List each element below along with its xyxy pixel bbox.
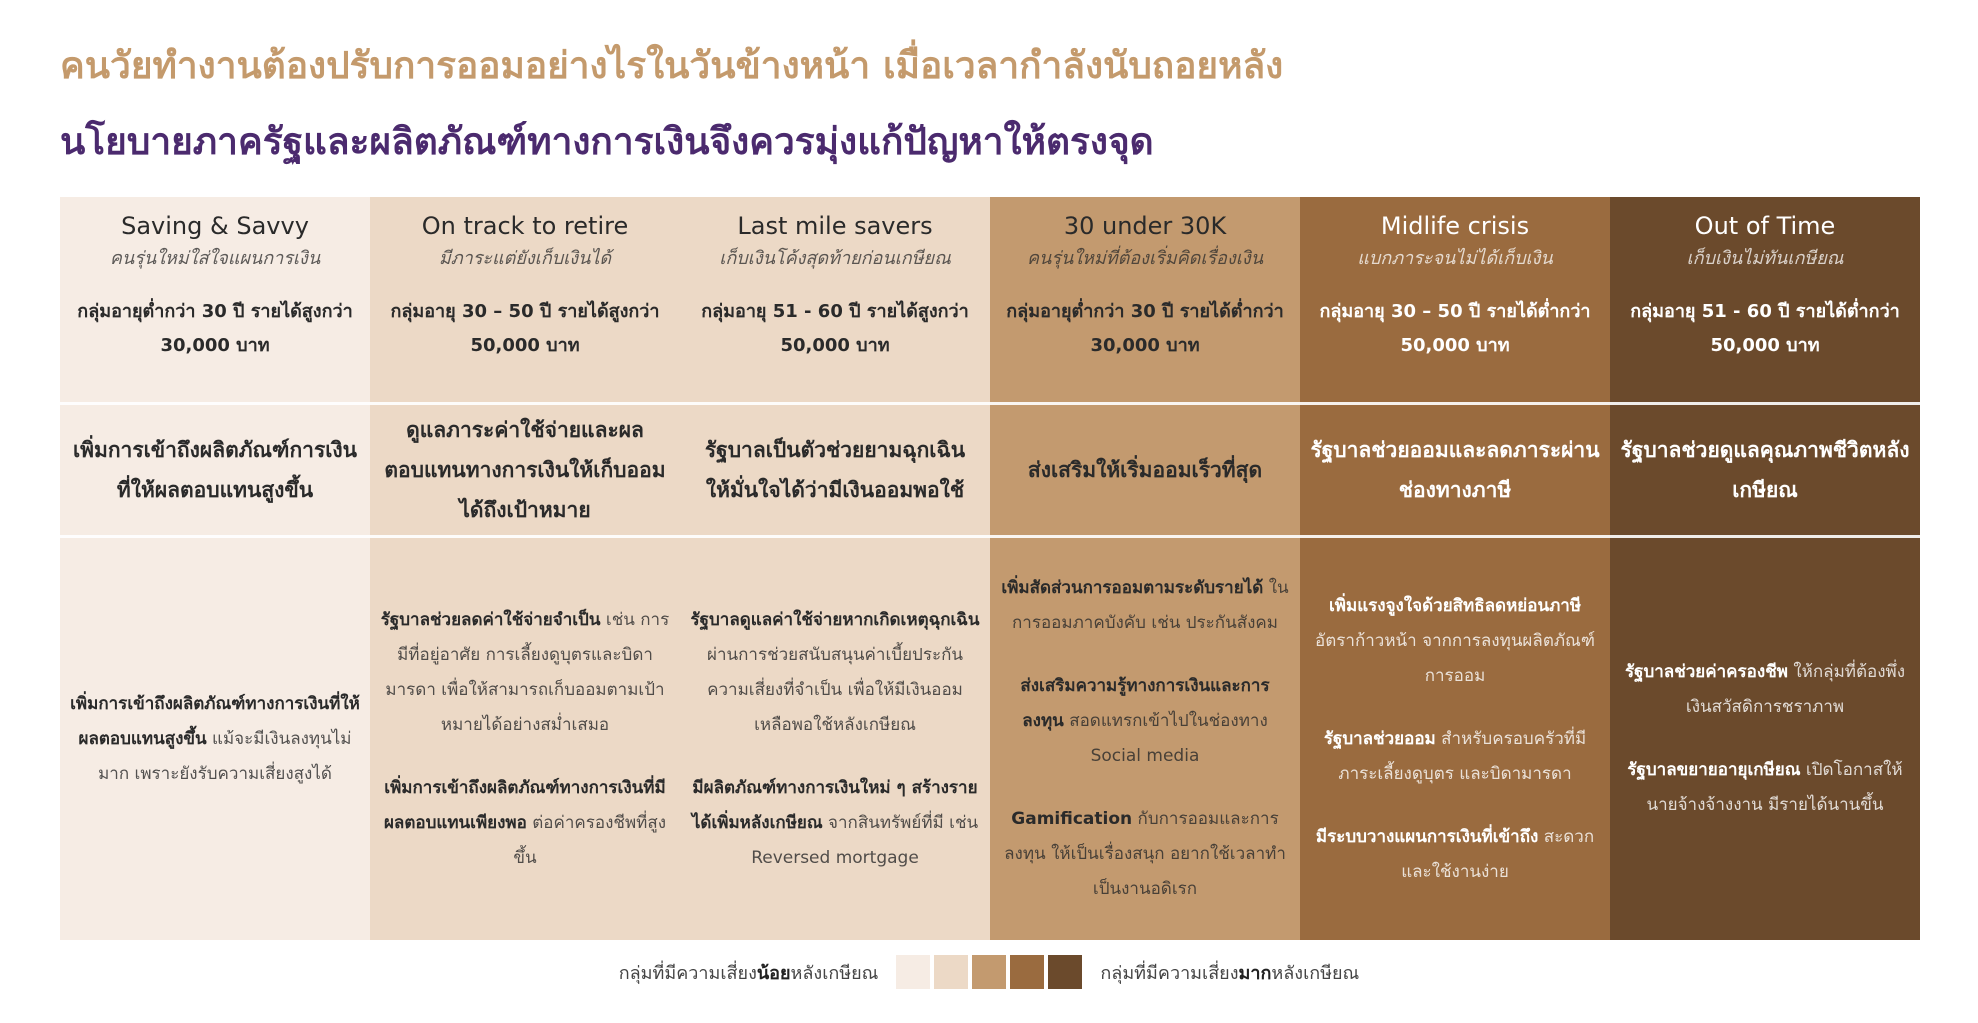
detail-item [380, 603, 670, 743]
detail-item [1000, 802, 1290, 907]
detail-lead: รัฐบาลดูแลค่าใช้จ่ายหากเกิดเหตุฉุกเฉิน [690, 609, 980, 630]
detail-rest: ต่อค่าครองชีพที่สูงขึ้น [513, 812, 667, 868]
segment-table [60, 197, 1920, 940]
detail-lead: รัฐบาลขยายอายุเกษียณ [1627, 760, 1801, 780]
detail-rest: เปิดโอกาสให้นายจ้างจ้างงาน มีรายได้นานขึ้น [1646, 760, 1903, 815]
detail-item [1310, 589, 1600, 694]
segment-policy [60, 402, 370, 535]
segment-group: กลุ่มอายุต่ำกว่า 30 ปี รายได้ต่ำกว่า 30,000 บาท [1006, 301, 1284, 356]
legend-swatch [934, 955, 968, 989]
segment-name: Out of Time [1694, 212, 1836, 240]
segment-details [680, 535, 990, 940]
policy-text: รัฐบาลเป็นตัวช่วยยามฉุกเฉิน ให้มั่นใจได้ว่ามีเงินออมพอใช้ [704, 438, 966, 502]
detail-rest: กับการออมและการลงทุน ให้เป็นเรื่องสนุก อยากใช้เวลาทำเป็นงานอดิเรก [1004, 809, 1286, 899]
segment-policy [1610, 402, 1920, 535]
detail-lead: เพิ่มแรงจูงใจด้วยสิทธิลดหย่อนภาษี [1328, 595, 1582, 616]
detail-lead: ส่งเสริมความรู้ทางการเงินและการลงทุน [1020, 676, 1270, 731]
detail-rest: จากสินทรัพย์ที่มี เช่น Reversed mortgage [751, 812, 979, 868]
detail-rest: ให้กลุ่มที่ต้องพึ่งเงินสวัสดิการชราภาพ [1685, 662, 1906, 717]
segment-subtitle: คนรุ่นใหม่ที่ต้องเริ่มคิดเรื่องเงิน [1026, 248, 1264, 269]
segment-subtitle: เก็บเงินโค้งสุดท้ายก่อนเกษียณ [719, 248, 951, 269]
detail-lead: เพิ่มสัดส่วนการออมตามระดับรายได้ [1001, 578, 1264, 598]
detail-rest: อัตราก้าวหน้า จากการลงทุนผลิตภัณฑ์การออม [1315, 630, 1595, 686]
segment-group: กลุ่มอายุ 51 - 60 ปี รายได้สูงกว่า 50,000 บาท [701, 301, 969, 356]
legend-high-suffix: หลังเกษียณ [1271, 962, 1360, 984]
segment-name: On track to retire [421, 212, 629, 240]
segment-policy [990, 402, 1300, 535]
legend-swatch [896, 955, 930, 989]
detail-rest: สำหรับครอบครัวที่มีภาระเลี้ยงดูบุตร และบิดามารดา [1338, 728, 1587, 784]
segment-header-saving-savvy [60, 197, 370, 402]
detail-item [380, 771, 670, 876]
segment-policy [1300, 402, 1610, 535]
segment-name: Midlife crisis [1380, 212, 1530, 240]
segment-policy [680, 402, 990, 535]
detail-rest: แม้จะมีเงินลงทุนไม่มาก เพราะยังรับความเสี่ยงสูงได้ [98, 728, 352, 784]
detail-rest: สะดวกและใช้งานง่าย [1401, 826, 1595, 882]
legend-high-prefix: กลุ่มที่มีความเสี่ยง [1100, 962, 1239, 984]
segment-details [990, 535, 1300, 940]
detail-lead: มีผลิตภัณฑ์ทางการเงินใหม่ ๆ สร้างรายได้เพิ่มหลังเกษียณ [691, 777, 978, 833]
detail-rest: ผ่านการช่วยสนับสนุนค่าเบี้ยประกันความเสี่ยงที่จำเป็น เพื่อให้มีเงินออมเหลือพอใช้หลังเกษียณ [707, 644, 963, 735]
legend-high-bold: มาก [1238, 962, 1272, 984]
segment-group: กลุ่มอายุ 51 - 60 ปี รายได้ต่ำกว่า 50,000 บาท [1630, 301, 1900, 356]
legend-swatches [896, 955, 1082, 989]
policy-text: ส่งเสริมให้เริ่มออมเร็วที่สุด [1027, 458, 1263, 482]
detail-item [690, 771, 980, 876]
segment-policy [370, 402, 680, 535]
segment-subtitle: คนรุ่นใหม่ใส่ใจแผนการเงิน [109, 248, 321, 269]
segment-details [60, 535, 370, 940]
detail-item [1000, 669, 1290, 774]
detail-lead: เพิ่มการเข้าถึงผลิตภัณฑ์ทางการเงินที่มีผลตอบแทนเพียงพอ [383, 777, 666, 833]
segment-subtitle: มีภาระแต่ยังเก็บเงินได้ [438, 248, 612, 269]
legend-low-suffix: หลังเกษียณ [790, 962, 879, 984]
legend-high-label [1100, 958, 1359, 987]
segment-name: Last mile savers [737, 212, 933, 240]
segment-header-last-mile [680, 197, 990, 402]
segment-name: 30 under 30K [1063, 212, 1227, 240]
detail-item [1620, 753, 1910, 823]
segment-subtitle: เก็บเงินไม่ทันเกษียณ [1686, 248, 1844, 269]
segment-name: Saving & Savvy [121, 212, 309, 240]
policy-text: รัฐบาลช่วยออมและลดภาระผ่านช่องทางภาษี [1310, 438, 1600, 502]
detail-item [1620, 655, 1910, 725]
detail-lead: Gamification [1011, 809, 1133, 829]
policy-text: รัฐบาลช่วยดูแลคุณภาพชีวิตหลังเกษียณ [1620, 438, 1910, 502]
segment-header-out-of-time [1610, 197, 1920, 402]
segment-details [1300, 535, 1610, 940]
detail-item [1310, 722, 1600, 792]
detail-lead: รัฐบาลช่วยค่าครองชีพ [1624, 662, 1788, 682]
segment-header-30-under-30k [990, 197, 1300, 402]
segment-details [1610, 535, 1920, 940]
detail-item [1310, 820, 1600, 890]
detail-rest: สอดแทรกเข้าไปในช่องทาง Social media [1069, 711, 1268, 766]
page-kicker: คนวัยทำงานต้องปรับการออมอย่างไรในวันข้างหน้า เมื่อเวลากำลังนับถอยหลัง [60, 44, 1284, 87]
detail-lead: รัฐบาลช่วยออม [1323, 728, 1436, 749]
policy-text: เพิ่มการเข้าถึงผลิตภัณฑ์การเงินที่ให้ผลตอบแทนสูงขึ้น [72, 438, 358, 502]
segment-subtitle: แบกภาระจนไม่ได้เก็บเงิน [1357, 248, 1553, 269]
legend-low-prefix: กลุ่มที่มีความเสี่ยง [618, 962, 757, 984]
legend-low-bold: น้อย [756, 962, 791, 984]
detail-lead: เพิ่มการเข้าถึงผลิตภัณฑ์ทางการเงินที่ให้ผลตอบแทนสูงขึ้น [70, 693, 360, 749]
legend-swatch [1048, 955, 1082, 989]
detail-rest: เช่น การมีที่อยู่อาศัย การเลี้ยงดูบุตรและบิดามารดา เพื่อให้สามารถเก็บออมตามเป้าหมายได้อย่างสม่ำเสมอ [385, 609, 670, 735]
segment-header-on-track [370, 197, 680, 402]
risk-legend [0, 955, 1978, 989]
detail-item [1000, 571, 1290, 641]
detail-item [70, 687, 360, 792]
segment-header-midlife-crisis [1300, 197, 1610, 402]
legend-swatch [972, 955, 1006, 989]
page-title: นโยบายภาครัฐและผลิตภัณฑ์ทางการเงินจึงควรมุ่งแก้ปัญหาให้ตรงจุด [60, 120, 1154, 163]
segment-group: กลุ่มอายุ 30 – 50 ปี รายได้ต่ำกว่า 50,000 บาท [1319, 301, 1591, 356]
detail-lead: มีระบบวางแผนการเงินที่เข้าถึง [1315, 826, 1539, 847]
policy-text: ดูแลภาระค่าใช้จ่ายและผลตอบแทนทางการเงินให้เก็บออมได้ถึงเป้าหมาย [384, 418, 666, 522]
segment-group: กลุ่มอายุ 30 – 50 ปี รายได้สูงกว่า 50,000 บาท [390, 301, 660, 356]
detail-lead: รัฐบาลช่วยลดค่าใช้จ่ายจำเป็น [380, 609, 601, 630]
segment-details [370, 535, 680, 940]
legend-low-label [619, 958, 879, 987]
legend-swatch [1010, 955, 1044, 989]
segment-group: กลุ่มอายุต่ำกว่า 30 ปี รายได้สูงกว่า 30,000 บาท [77, 301, 353, 356]
detail-item [690, 603, 980, 743]
detail-rest: ในการออมภาคบังคับ เช่น ประกันสังคม [1012, 578, 1289, 633]
